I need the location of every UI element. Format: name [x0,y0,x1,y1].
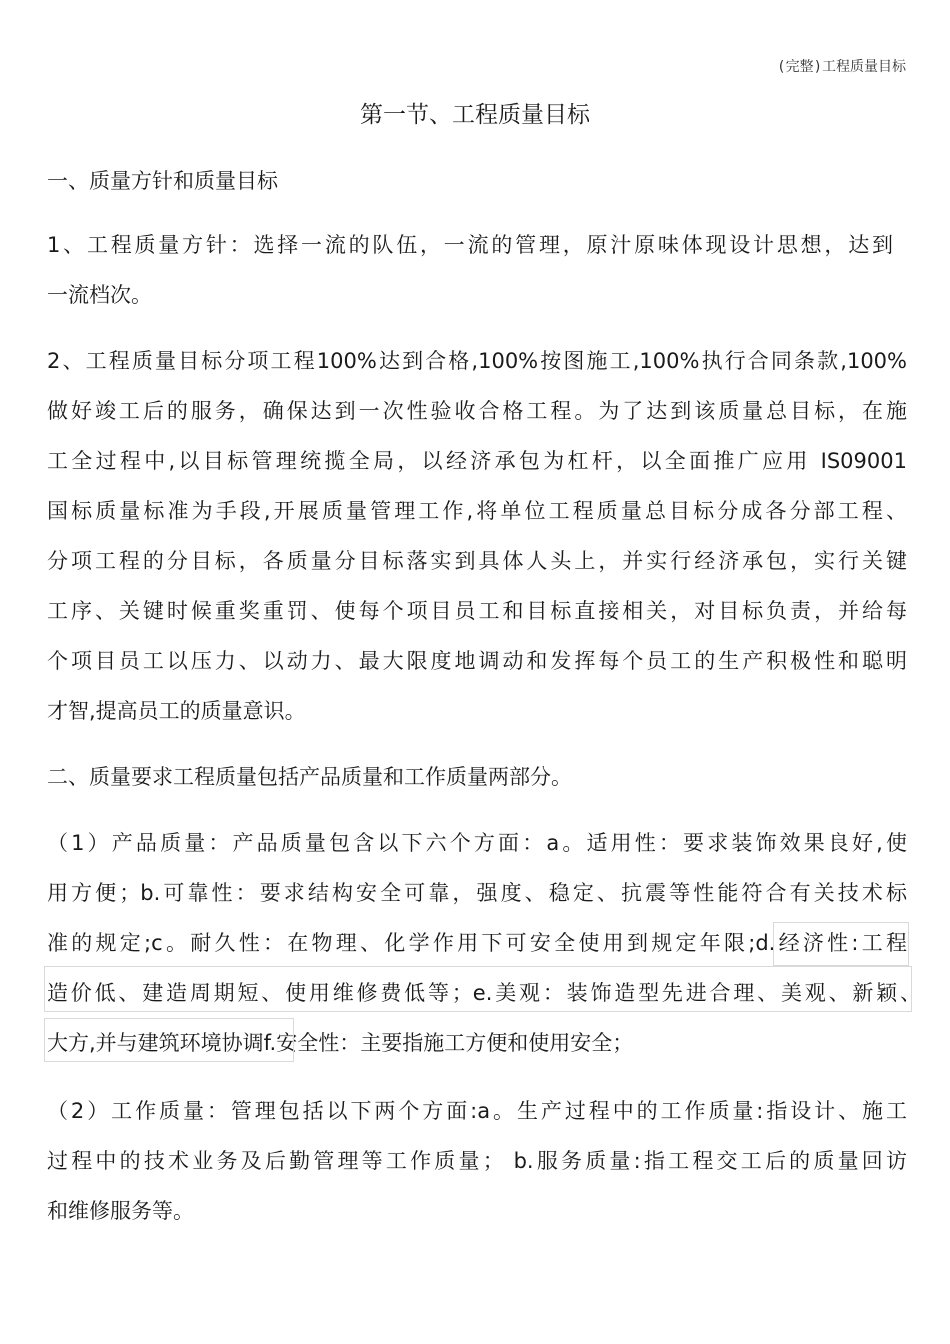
para-2-line: 个项目员工以压力、以动力、最大限度地调动和发挥每个员工的生产积极性和聪明 [47,649,907,673]
para-1-line: 1、工程质量方针：选择一流的队伍，一流的管理，原汁原味体现设计思想，达到 [47,233,893,257]
section-2-heading: 二、质量要求工程质量包括产品质量和工作质量两部分。 [47,765,572,789]
section-1-heading: 一、质量方针和质量目标 [47,169,278,193]
item-2-line: 过程中的技术业务及后勤管理等工作质量； b.服务质量:指工程交工后的质量回访 [47,1149,907,1173]
item-1-line: （1）产品质量：产品质量包含以下六个方面：a。适用性：要求装饰效果良好,使 [47,831,907,855]
page-title: 第一节、工程质量目标 [360,102,590,128]
item-1-line: 大方,并与建筑环境协调f.安全性：主要指施工方便和使用安全； [47,1031,634,1055]
para-2-line: 才智,提高员工的质量意识。 [47,699,306,723]
item-2-line: （2）工作质量：管理包括以下两个方面:a。生产过程中的工作质量:指设计、施工 [47,1099,907,1123]
para-2-line: 工全过程中,以目标管理统揽全局，以经济承包为杠杆，以全面推广应用 IS09001 [47,449,907,473]
para-2-line: 2、工程质量目标分项工程100%达到合格,100%按图施工,100%执行合同条款,100% [47,349,907,373]
para-1-line: 一流档次。 [47,283,152,307]
item-1-line: 造价低、建造周期短、使用维修费低等；e.美观：装饰造型先进合理、美观、新颖、 [47,981,921,1005]
para-2-line: 分项工程的分目标，各质量分目标落实到具体人头上，并实行经济承包，实行关键 [47,549,907,573]
para-2-line: 工序、关键时候重奖重罚、使每个项目员工和目标直接相关，对目标负责，并给每 [47,599,907,623]
running-header: (完整)工程质量目标 [777,59,906,75]
item-1-line: 准的规定;c。耐久性：在物理、化学作用下可安全使用到规定年限;d.经济性:工程 [47,931,907,955]
item-1-line: 用方便；b.可靠性：要求结构安全可靠，强度、稳定、抗震等性能符合有关技术标 [47,881,907,905]
item-2-line: 和维修服务等。 [47,1199,194,1223]
para-2-line: 做好竣工后的服务，确保达到一次性验收合格工程。为了达到该质量总目标，在施 [47,399,907,423]
para-2-line: 国标质量标准为手段,开展质量管理工作,将单位工程质量总目标分成各分部工程、 [47,499,907,523]
